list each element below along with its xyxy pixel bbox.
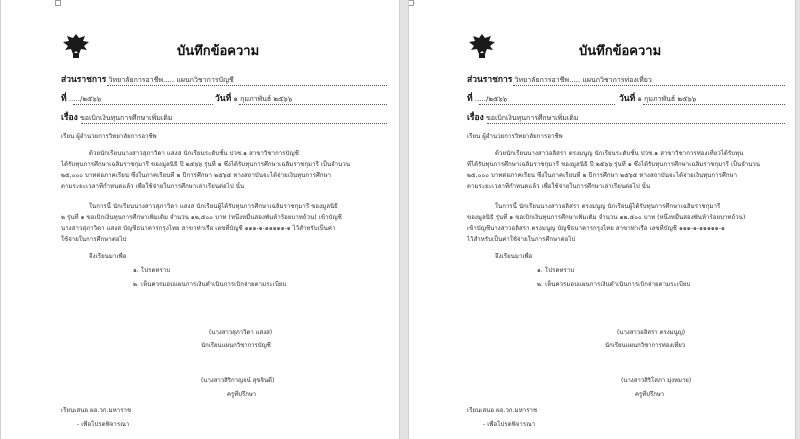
agency-dotted-line [107,76,387,86]
crop-mark [408,0,414,6]
body-line: ๒๕,๐๐๐ บาทต่อภาคเรียน ซึ่งในภาคเรียนที่ ๒ ปีการศึกษา ๒๕๖๕ ทางสถาบันจะได้จ่ายเงินทุนการศึกษา [467,172,738,179]
signature-1-name: (นางสาวอลิสรา ตรงมนูญ) [617,329,686,336]
list-item: ๒. เห็นควรมอบแผนการเงินดำเนินการเบิกจ่ายตามระเบียบ [537,281,691,288]
number-label: ที่ [467,94,473,104]
number-value: ...../๒๕๖๖ [474,95,508,103]
body-line: นางสาวสุภาวิดา แสงส บัญชีธนาคารกรุงไทย สาขาท่าเรือ เลขที่บัญชี ๑๑๑-๑-๑๑๑๑๑-๑ ไว้สำหรับเป็นค่า [61,225,336,232]
body-line: ตามระยะเวลาที่กำหนดแล้ว เพื่อใช้จ่ายในการศึกษาเล่าเรียนต่อไป นั้น [61,183,245,190]
subject-dotted-line [81,114,387,124]
signature-1-title: นักเรียนแผนกวิชาการท่องเที่ยว [605,342,686,349]
signature-1-title: นักเรียนแผนกวิชาการบัญชี [201,342,271,349]
page-gap [400,0,408,439]
date-label: วันที่ [215,94,232,104]
document-page-2[interactable] [408,0,796,439]
list-item: ๒. เห็นควรมอบแผนการเงินดำเนินการเบิกจ่ายตามระเบียบ [133,281,287,288]
number-dotted-line [73,95,213,105]
body-line: ที่ได้รับทุนการศึกษาเฉลิมราชกุมารี ของมูลนิธิ ปี ๒๕๖๖ รุ่นที่ ๑ ซึ่งได้รับทุนการศึกษาเฉลิมราชกุมารี เป็นจำนวน [467,161,761,168]
agency-dotted-line [513,76,785,86]
date-value: ๑ กุมภาพันธ์ ๒๕๖๖ [233,95,293,103]
garuda-emblem-icon [467,32,497,60]
subject-label: เรื่อง [467,113,484,123]
footer-line: เรียนเสนอ ผอ.วก.มหาราช [467,407,538,414]
body-line: ได้รับทุนการศึกษาเฉลิมราชกุมารี ของมูลนิธิ ปี ๒๕๖๖ รุ่นที่ ๑ ซึ่งได้รับทุนการศึกษาเฉลิมราชกุมารี เป็นจำนวน [61,161,351,168]
footer-line: - เพื่อโปรดพิจารณา [77,421,130,428]
signature-2-name: (นางสาวสิริกาญจน์ สุขจินดี) [201,377,275,384]
signature-1-name: (นางสาวสุภาวิดา แสงส) [209,329,273,336]
body-line: ๒ รุ่นที่ ๑ ขอเบิกเงินทุนการศึกษาเพิ่มเติม จำนวน ๑๒,๕๐๐ บาท (หนึ่งหมื่นสองพันห้าร้อยบาทถ้วน) เข้าบัญชี [61,214,342,221]
salutation: เรียน ผู้อำนวยการวิทยาลัยการอาชีพ [61,133,157,140]
body-line: เข้าบัญชีนางสาวอลิสรา ตรงมนูญ บัญชีธนาคารกรุงไทย สาขาท่าเรือ เลขที่บัญชี ๑๑๑-๑-๑๑๑๑๑-๑ [467,225,725,232]
footer-line: เรียนเสนอ ผอ.วก.มหาราช [61,407,132,414]
body-line: ไว้สำหรับเป็นค่าใช้จ่ายในการศึกษาต่อไป [467,236,576,243]
memo-title: บันทึกข้อความ [579,44,662,59]
list-item: ๑. โปรดทราบ [133,267,171,274]
crop-mark [55,0,61,6]
list-item: ๑. โปรดทราบ [537,267,575,274]
body-line: ในการนี้ นักเรียนนางสาวอลิสรา ตรงมนูญ นักเรียนผู้ได้รับทุนการศึกษาเฉลิมราชกุมารี [495,203,721,210]
agency-label: ส่วนราชการ [467,75,513,85]
date-dotted-line [643,95,785,105]
subject-value: ขอเบิกเงินทุนการศึกษาเพิ่มเติม [79,114,173,122]
footer-line: - เพื่อโปรดพิจารณา [483,421,536,428]
subject-label: เรื่อง [61,113,78,123]
agency-value: วิทยาลัยการอาชีพ..... แผนกวิชาการบัญชี [108,76,234,84]
signature-2-name: (นางสาวสิริโสภา มุ่งหมาย) [621,377,692,384]
signature-2-title: ครูที่ปรึกษา [635,391,665,398]
date-label: วันที่ [619,94,636,104]
body-line: ของมูลนิธิ รุ่นที่ ๑ ขอเบิกเงินทุนการศึกษาเพิ่มเติม จำนวน ๑๒,๕๐๐ บาท (หนึ่งหมื่นสองพันห้าร้อยบาทถ้วน) [467,214,746,221]
body-line: ตามระยะเวลาที่กำหนดแล้ว เพื่อใช้จ่ายในการศึกษาเล่าเรียนต่อไป นั้น [467,183,651,190]
number-value: ...../๒๕๖๖ [68,95,102,103]
date-dotted-line [239,95,387,105]
closing-text: จึงเรียนมาเพื่อ [89,253,127,260]
number-dotted-line [479,95,615,105]
body-line: ๒๕,๐๐๐ บาทต่อภาคเรียน ซึ่งในภาคเรียนที่ ๒ ปีการศึกษา ๒๕๖๕ ทางสถาบันจะได้จ่ายเงินทุนการศึกษา [61,172,332,179]
number-label: ที่ [61,94,67,104]
body-line: ใช้จ่ายในการศึกษาต่อไป [61,236,127,243]
body-line: ด้วยนักเรียนนางสาวอลิสรา ตรงมนูญ นักเรียนระดับชั้น ปวช.๑ สาขาวิชาการท่องเที่ยวได้รับทุน [495,150,744,157]
subject-value: ขอเบิกเงินทุนการศึกษาเพิ่มเติม [485,114,579,122]
signature-2-title: ครูที่ปรึกษา [227,391,257,398]
body-line: ในการนี้ นักเรียนนางสาวสุภาวิดา แสงส นักเรียนผู้ได้รับทุนการศึกษาเฉลิมราชกุมารี ของมูลนิธิ [89,203,338,210]
body-line: ด้วยนักเรียนนางสาวสุภาวิดา แสงส นักเรียนระดับชั้น ปวช.๑ สาขาวิชาการบัญชี [89,150,299,157]
agency-value: วิทยาลัยการอาชีพ..... แผนกวิชาการท่องเที่ยว [514,76,652,84]
salutation: เรียน ผู้อำนวยการวิทยาลัยการอาชีพ [467,133,563,140]
agency-label: ส่วนราชการ [61,75,107,85]
closing-text: จึงเรียนมาเพื่อ [495,253,533,260]
garuda-emblem-icon [61,32,91,60]
memo-title: บันทึกข้อความ [177,44,260,59]
date-value: ๑ กุมภาพันธ์ ๒๕๖๖ [637,95,697,103]
subject-dotted-line [487,114,785,124]
